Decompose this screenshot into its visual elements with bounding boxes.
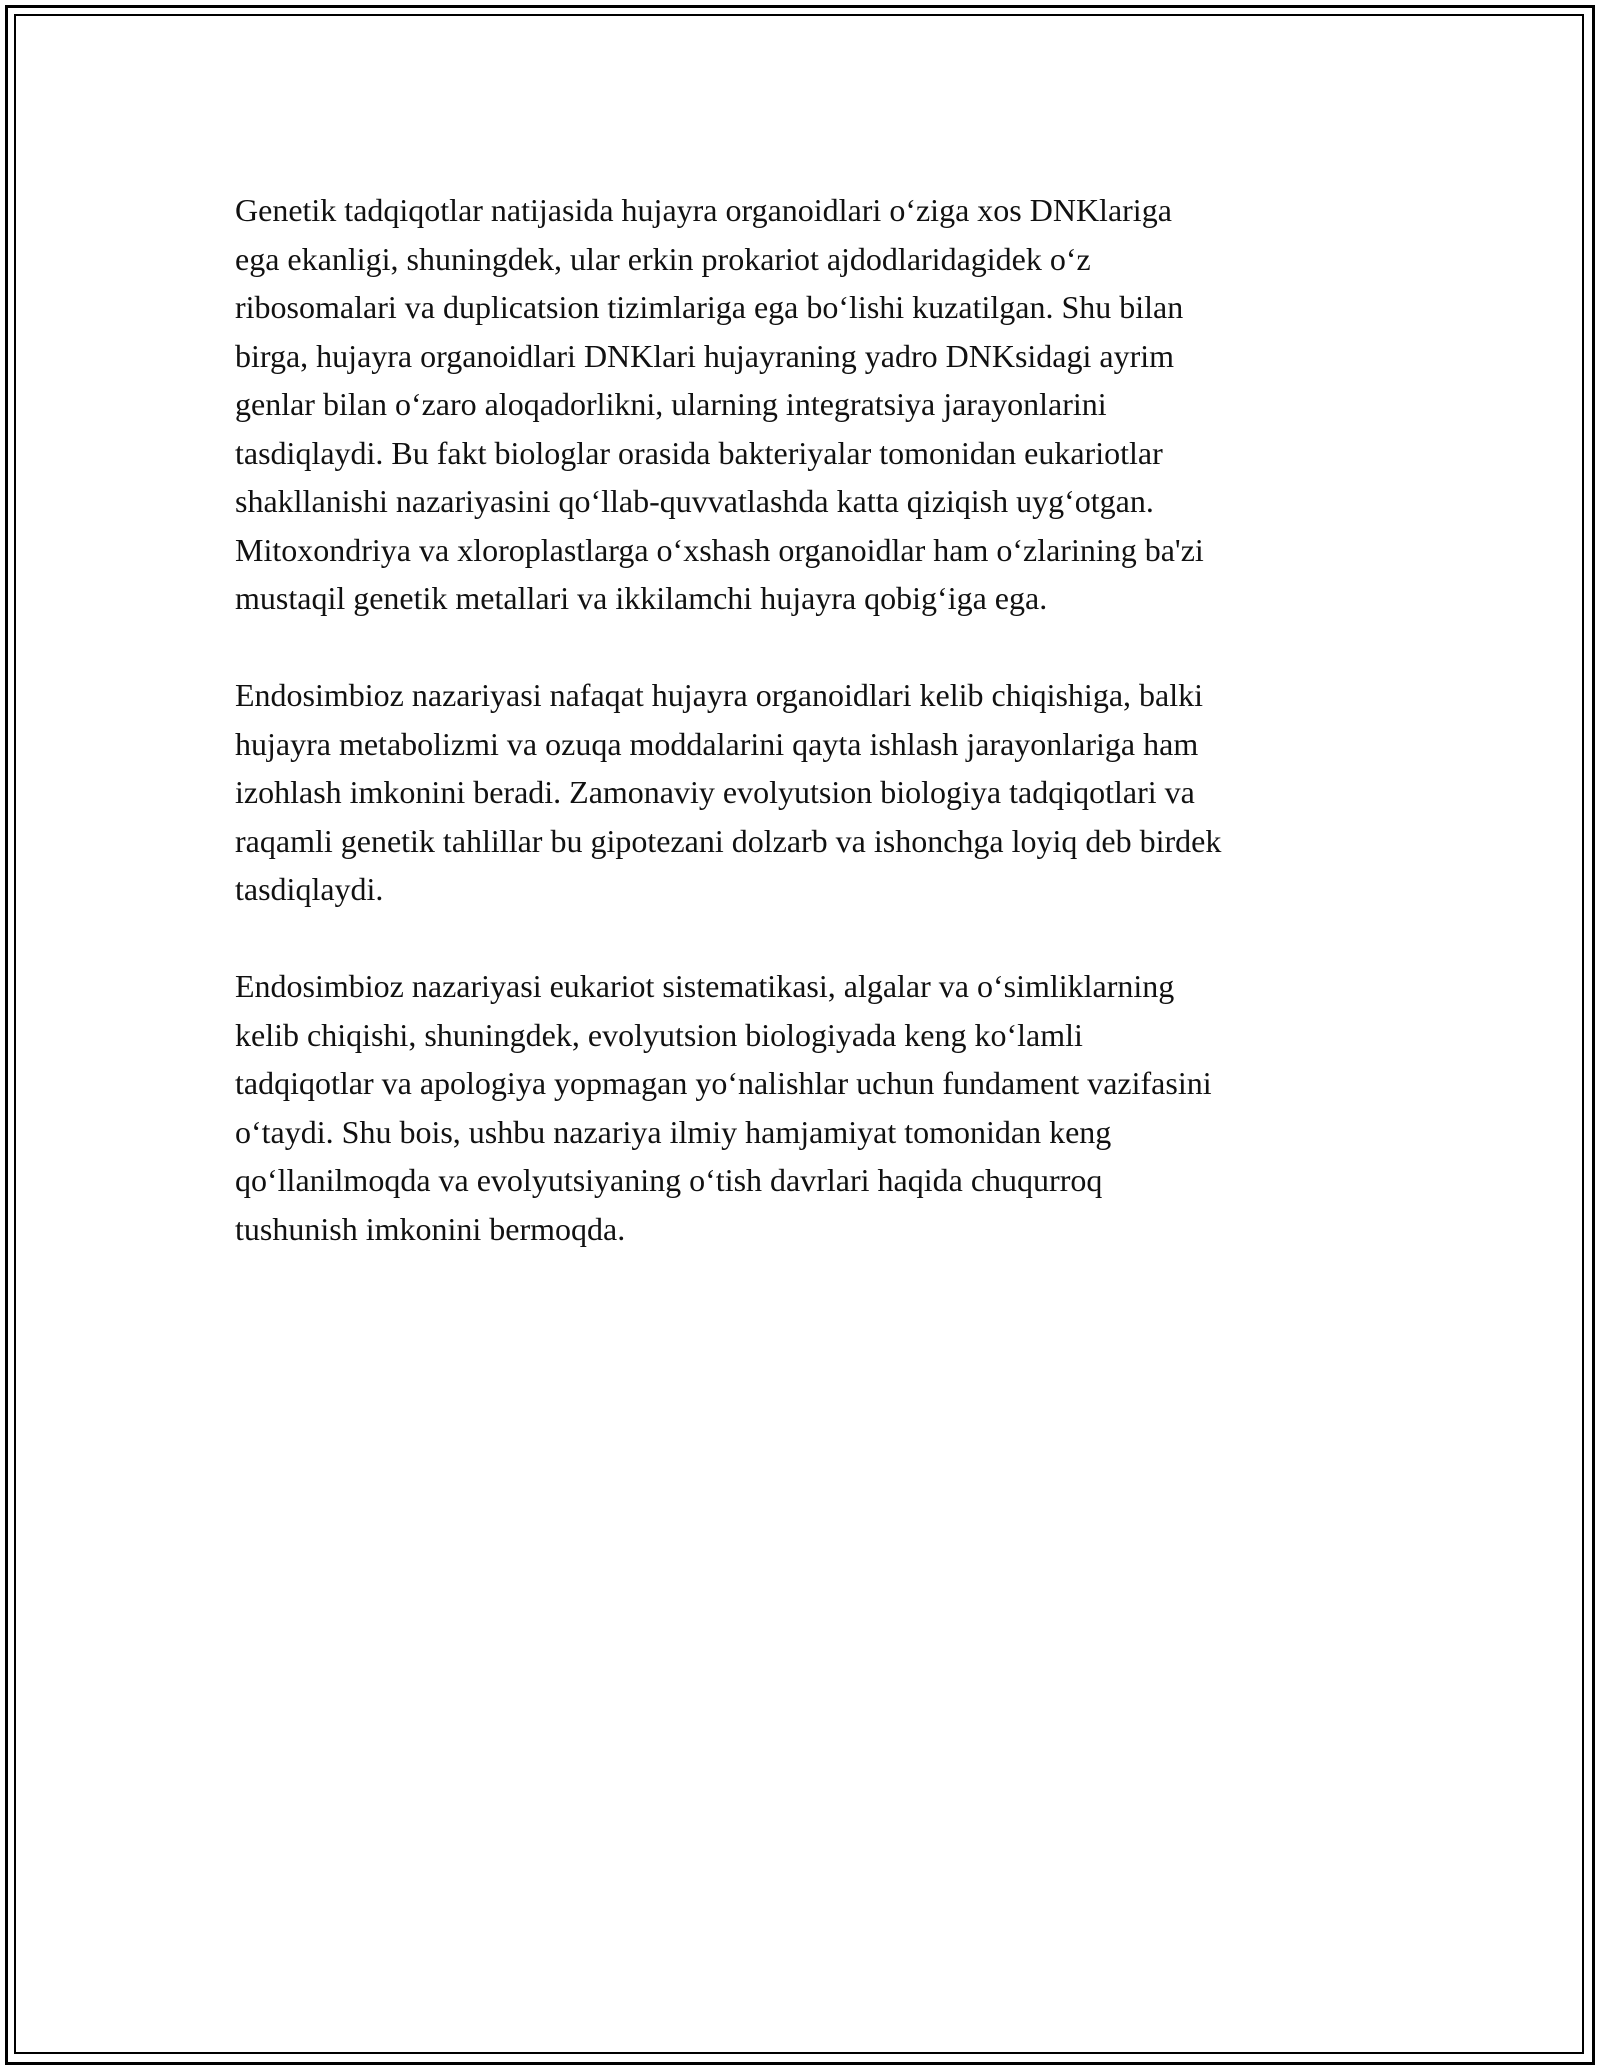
document-body <box>235 186 1385 1253</box>
paragraph-2: Endosimbioz nazariyasi nafaqat hujayra organoidlari kelib chiqishiga, balki hujayra metabolizmi va ozuqa moddalarini qayta ishlash jarayonlariga ham izohlash imkonini beradi. Zamonaviy evolyutsion biologiya tadqiqotlari va raqamli genetik tahlillar bu gipotezani dolzarb va ishonchga loyiq deb birdek tasdiqlaydi. <box>235 677 1222 907</box>
paragraph-1: Genetik tadqiqotlar natijasida hujayra organoidlari o‘ziga xos DNKlariga ega ekanligi, shuningdek, ular erkin prokariot ajdodlaridagidek o‘z ribosomalari va duplicatsion tizimlariga ega bo‘lishi kuzatilgan. Shu bilan birga, hujayra organoidlari DNKlari hujayraning yadro DNKsidagi ayrim genlar bilan o‘zaro aloqadorlikni, ularning integratsiya jarayonlarini tasdiqlaydi. Bu fakt biologlar orasida bakteriyalar tomonidan eukariotlar shakllanishi nazariyasini qo‘llab-quvvatlashda katta qiziqish uyg‘otgan. Mitoxondriya va xloroplastlarga o‘xshash organoidlar ham o‘zlarining ba'zi mustaqil genetik metallari va ikkilamchi hujayra qobig‘iga ega. <box>235 192 1204 616</box>
paragraph-3: Endosimbioz nazariyasi eukariot sistematikasi, algalar va o‘simliklarning kelib chiqishi, shuningdek, evolyutsion biologiyada keng ko‘lamli tadqiqotlar va apologiya yopmagan yo‘nalishlar uchun fundament vazifasini o‘taydi. Shu bois, ushbu nazariya ilmiy hamjamiyat tomonidan keng qo‘llanilmoqda va evolyutsiyaning o‘tish davrlari haqida chuqurroq tushunish imkonini bermoqda. <box>235 968 1212 1247</box>
